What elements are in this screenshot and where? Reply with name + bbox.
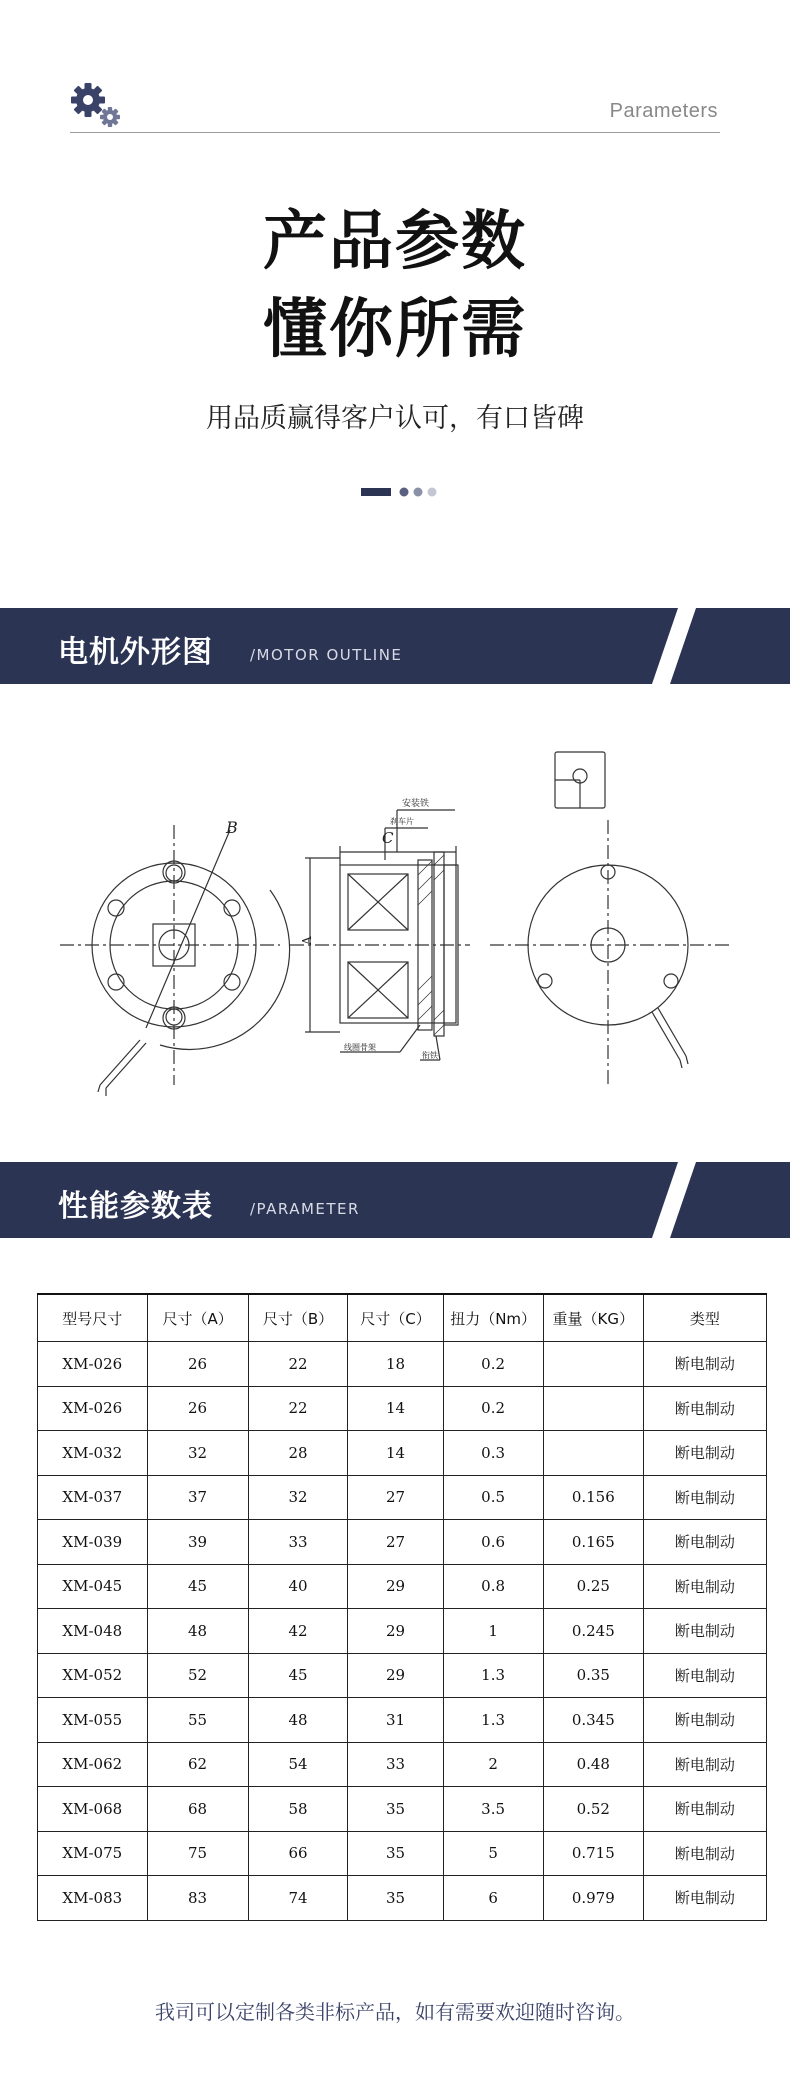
cell-size-c: 18 <box>348 1342 443 1387</box>
cell-model: XM-083 <box>38 1876 148 1921</box>
cell-weight: 0.979 <box>543 1876 643 1921</box>
cell-size-b: 33 <box>248 1520 348 1565</box>
table-row <box>38 1475 767 1520</box>
section-subtitle-outline: /MOTOR OUTLINE <box>250 646 403 664</box>
column-header-size-c: 尺寸（C） <box>348 1294 443 1342</box>
cell-torque: 1.3 <box>443 1653 543 1698</box>
cell-model: XM-045 <box>38 1564 148 1609</box>
cell-size-a: 45 <box>147 1564 248 1609</box>
drawing-label-c: C <box>382 829 394 847</box>
cell-size-b: 66 <box>248 1831 348 1876</box>
cell-size-b: 74 <box>248 1876 348 1921</box>
cell-size-a: 83 <box>147 1876 248 1921</box>
cell-size-c: 14 <box>348 1431 443 1476</box>
cell-model: XM-048 <box>38 1609 148 1654</box>
cell-size-a: 52 <box>147 1653 248 1698</box>
front-view-left <box>60 825 290 1096</box>
cell-weight: 0.345 <box>543 1698 643 1743</box>
cell-size-b: 45 <box>248 1653 348 1698</box>
cell-size-b: 42 <box>248 1609 348 1654</box>
cell-torque: 3.5 <box>443 1787 543 1832</box>
cell-torque: 6 <box>443 1876 543 1921</box>
table-row <box>38 1876 767 1921</box>
cell-torque: 0.8 <box>443 1564 543 1609</box>
table-row <box>38 1787 767 1832</box>
cell-size-a: 55 <box>147 1698 248 1743</box>
table-row <box>38 1342 767 1387</box>
cell-torque: 0.2 <box>443 1342 543 1387</box>
cell-size-c: 33 <box>348 1742 443 1787</box>
cell-size-b: 22 <box>248 1386 348 1431</box>
cell-size-c: 31 <box>348 1698 443 1743</box>
cell-size-b: 40 <box>248 1564 348 1609</box>
cell-model: XM-039 <box>38 1520 148 1565</box>
cell-size-a: 75 <box>147 1831 248 1876</box>
column-header-size-b: 尺寸（B） <box>248 1294 348 1342</box>
table-row <box>38 1831 767 1876</box>
cell-size-b: 28 <box>248 1431 348 1476</box>
table-row <box>38 1653 767 1698</box>
cell-size-a: 32 <box>147 1431 248 1476</box>
cell-torque: 1 <box>443 1609 543 1654</box>
section-title-outline: 电机外形图 <box>58 635 213 670</box>
cell-type: 断电制动 <box>643 1831 766 1876</box>
cell-weight: 0.156 <box>543 1475 643 1520</box>
cell-model: XM-032 <box>38 1431 148 1476</box>
pager-dots <box>361 486 461 498</box>
header-label: Parameters <box>609 100 718 122</box>
section-title-param: 性能参数表 <box>58 1189 213 1224</box>
cell-size-c: 29 <box>348 1564 443 1609</box>
cell-size-c: 35 <box>348 1876 443 1921</box>
footer-note: 我司可以定制各类非标产品，如有需要欢迎随时咨询。 <box>155 2000 635 2024</box>
cell-weight: 0.35 <box>543 1653 643 1698</box>
column-header-torque: 扭力（Nm） <box>443 1294 543 1342</box>
cell-type: 断电制动 <box>643 1787 766 1832</box>
cell-size-a: 68 <box>147 1787 248 1832</box>
drawing-label-armature: 衔铁 <box>422 1051 438 1060</box>
cell-size-b: 48 <box>248 1698 348 1743</box>
cell-model: XM-075 <box>38 1831 148 1876</box>
column-header-model: 型号尺寸 <box>38 1294 148 1342</box>
cell-size-a: 26 <box>147 1386 248 1431</box>
cell-type: 断电制动 <box>643 1698 766 1743</box>
cell-model: XM-052 <box>38 1653 148 1698</box>
cell-size-a: 39 <box>147 1520 248 1565</box>
cell-weight: 0.165 <box>543 1520 643 1565</box>
cell-model: XM-055 <box>38 1698 148 1743</box>
cell-size-a: 26 <box>147 1342 248 1387</box>
cell-weight <box>543 1342 643 1387</box>
cell-torque: 0.2 <box>443 1386 543 1431</box>
cell-weight: 0.52 <box>543 1787 643 1832</box>
gears-icon <box>66 76 126 130</box>
column-header-size-a: 尺寸（A） <box>147 1294 248 1342</box>
drawing-label-coil-frame: 线圈骨架 <box>344 1043 376 1052</box>
cell-torque: 0.6 <box>443 1520 543 1565</box>
cell-size-a: 62 <box>147 1742 248 1787</box>
drawing-label-b: B <box>226 818 238 837</box>
side-view-middle <box>290 810 470 1060</box>
cell-weight: 0.48 <box>543 1742 643 1787</box>
column-header-weight: 重量（KG） <box>543 1294 643 1342</box>
table-row <box>38 1742 767 1787</box>
table-row <box>38 1520 767 1565</box>
cell-size-c: 35 <box>348 1831 443 1876</box>
cell-size-c: 27 <box>348 1520 443 1565</box>
rear-view-right <box>490 752 730 1085</box>
table-row <box>38 1386 767 1431</box>
parameter-table <box>37 1293 767 1921</box>
table-row <box>38 1564 767 1609</box>
cell-weight: 0.245 <box>543 1609 643 1654</box>
cell-size-c: 29 <box>348 1653 443 1698</box>
page-subtitle: 用品质赢得客户认可，有口皆碑 <box>206 403 584 434</box>
cell-type: 断电制动 <box>643 1742 766 1787</box>
cell-size-c: 14 <box>348 1386 443 1431</box>
cell-weight: 0.25 <box>543 1564 643 1609</box>
table-row <box>38 1698 767 1743</box>
cell-type: 断电制动 <box>643 1653 766 1698</box>
drawing-label-a: A <box>300 936 314 945</box>
cell-type: 断电制动 <box>643 1876 766 1921</box>
cell-size-b: 32 <box>248 1475 348 1520</box>
cell-size-a: 48 <box>147 1609 248 1654</box>
page-title-line1: 产品参数 <box>263 205 527 279</box>
page-title-line2: 懂你所需 <box>263 293 527 367</box>
column-header-type: 类型 <box>643 1294 766 1342</box>
cell-torque: 2 <box>443 1742 543 1787</box>
cell-type: 断电制动 <box>643 1564 766 1609</box>
cell-size-c: 29 <box>348 1609 443 1654</box>
cell-size-b: 54 <box>248 1742 348 1787</box>
table-header-row <box>38 1294 767 1342</box>
cell-size-c: 27 <box>348 1475 443 1520</box>
cell-size-b: 22 <box>248 1342 348 1387</box>
drawing-label-mount-iron: 安装铁 <box>402 799 430 809</box>
motor-outline-drawing <box>40 740 760 1110</box>
drawing-label-brake-plate: 刹车片 <box>390 817 414 826</box>
cell-weight: 0.715 <box>543 1831 643 1876</box>
cell-type: 断电制动 <box>643 1342 766 1387</box>
cell-model: XM-026 <box>38 1386 148 1431</box>
cell-size-c: 35 <box>348 1787 443 1832</box>
cell-model: XM-026 <box>38 1342 148 1387</box>
section-subtitle-param: /PARAMETER <box>250 1200 360 1218</box>
cell-type: 断电制动 <box>643 1475 766 1520</box>
cell-torque: 1.3 <box>443 1698 543 1743</box>
cell-model: XM-062 <box>38 1742 148 1787</box>
cell-size-b: 58 <box>248 1787 348 1832</box>
table-row <box>38 1609 767 1654</box>
cell-model: XM-068 <box>38 1787 148 1832</box>
cell-weight <box>543 1386 643 1431</box>
cell-size-a: 37 <box>147 1475 248 1520</box>
cell-type: 断电制动 <box>643 1386 766 1431</box>
cell-model: XM-037 <box>38 1475 148 1520</box>
cell-torque: 0.3 <box>443 1431 543 1476</box>
cell-torque: 5 <box>443 1831 543 1876</box>
cell-type: 断电制动 <box>643 1520 766 1565</box>
cell-torque: 0.5 <box>443 1475 543 1520</box>
header-divider <box>70 132 720 133</box>
cell-type: 断电制动 <box>643 1609 766 1654</box>
cell-type: 断电制动 <box>643 1431 766 1476</box>
table-row <box>38 1431 767 1476</box>
cell-weight <box>543 1431 643 1476</box>
